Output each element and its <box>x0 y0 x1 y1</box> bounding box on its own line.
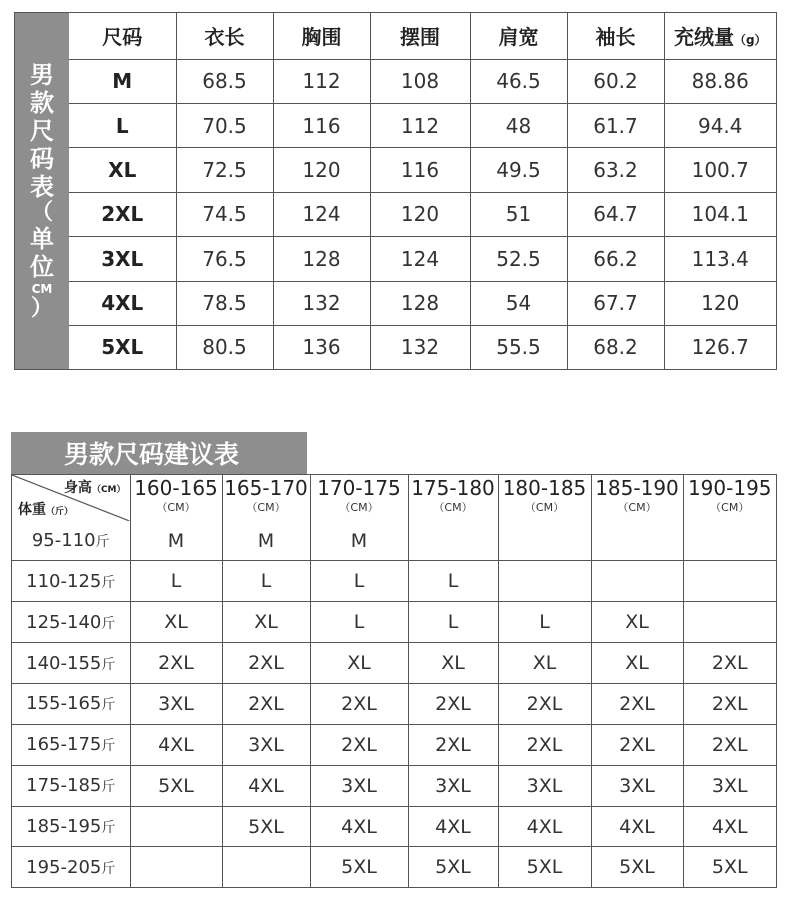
weight-range: 165-175 <box>26 734 102 756</box>
recommended-size-cell <box>683 521 776 561</box>
weight-range: 125-140 <box>26 611 102 633</box>
recommended-size-cell: 3XL <box>310 765 408 806</box>
recommended-size-cell: 3XL <box>222 724 310 765</box>
recommended-size-cell: 2XL <box>222 643 310 684</box>
weight-range-cell <box>12 684 130 725</box>
weight-range: 195-205 <box>26 856 102 878</box>
weight-range-cell <box>12 724 130 765</box>
recommended-size-cell <box>591 521 683 561</box>
weight-unit: 斤 <box>101 697 116 714</box>
weight-unit: 斤 <box>101 738 116 755</box>
recommended-size-cell: M <box>222 521 310 561</box>
side-label-text <box>30 61 54 321</box>
measurement-cell: 100.7 <box>664 148 776 192</box>
recommended-size-cell: 5XL <box>591 847 683 887</box>
size-chart-grid <box>69 13 776 369</box>
measurement-cell: 66.2 <box>567 237 664 281</box>
size-cell: 4XL <box>69 281 176 325</box>
recommended-size-cell <box>498 521 591 561</box>
recommendation-header-row <box>12 475 776 521</box>
recommended-size-cell: 2XL <box>222 684 310 725</box>
height-range: 190-195 <box>687 476 772 500</box>
recommended-size-cell: XL <box>591 602 683 643</box>
column-header: 摆围 <box>370 13 470 59</box>
weight-unit: 斤 <box>101 615 116 632</box>
size-chart-table <box>14 12 777 370</box>
weight-range: 95-110 <box>31 530 96 552</box>
size-cell: 5XL <box>69 325 176 369</box>
table-row <box>69 325 776 369</box>
recommended-size-cell: L <box>310 602 408 643</box>
measurement-cell: 78.5 <box>176 281 273 325</box>
measurement-cell: 124 <box>273 192 370 236</box>
height-range-header <box>408 475 498 521</box>
recommended-size-cell <box>591 561 683 602</box>
recommended-size-cell: L <box>408 561 498 602</box>
recommended-size-cell <box>683 602 776 643</box>
table-row <box>69 59 776 103</box>
size-cell: M <box>69 59 176 103</box>
recommended-size-cell: 2XL <box>408 724 498 765</box>
table-row <box>12 806 776 847</box>
weight-range: 185-195 <box>26 816 102 838</box>
recommended-size-cell: 4XL <box>683 806 776 847</box>
measurement-cell: 68.5 <box>176 59 273 103</box>
recommended-size-cell: 3XL <box>408 765 498 806</box>
measurement-cell: 67.7 <box>567 281 664 325</box>
height-range-header <box>310 475 408 521</box>
height-range: 165-170 <box>224 476 308 500</box>
height-unit: （CM） <box>339 501 379 514</box>
table-row <box>12 561 776 602</box>
weight-unit: 斤 <box>101 656 116 673</box>
size-chart-side-label <box>15 13 69 369</box>
recommended-size-cell: 2XL <box>498 684 591 725</box>
recommended-size-cell: XL <box>222 602 310 643</box>
height-range-header <box>591 475 683 521</box>
down-fill-unit: （g） <box>733 33 767 48</box>
side-paren-open: （ <box>30 200 53 225</box>
height-range-header <box>498 475 591 521</box>
measurement-cell: 61.7 <box>567 103 664 147</box>
recommended-size-cell: 5XL <box>222 806 310 847</box>
size-cell: L <box>69 103 176 147</box>
recommended-size-cell: 5XL <box>408 847 498 887</box>
weight-unit: 斤 <box>101 779 116 796</box>
measurement-cell: 55.5 <box>470 325 567 369</box>
table-row <box>69 237 776 281</box>
recommended-size-cell: 5XL <box>683 847 776 887</box>
measurement-cell: 136 <box>273 325 370 369</box>
height-unit: （CM） <box>710 501 750 514</box>
weight-range-cell <box>12 847 130 887</box>
height-range-header <box>130 475 222 521</box>
recommended-size-cell: L <box>498 602 591 643</box>
weight-range: 110-125 <box>26 570 102 592</box>
table-row <box>12 521 776 561</box>
height-unit: （CM） <box>524 501 565 514</box>
measurement-cell: 74.5 <box>176 192 273 236</box>
measurement-cell: 126.7 <box>664 325 776 369</box>
size-cell: XL <box>69 148 176 192</box>
measurement-cell: 120 <box>370 192 470 236</box>
height-range: 175-180 <box>411 476 495 500</box>
size-cell: 2XL <box>69 192 176 236</box>
height-unit: （CM） <box>617 501 657 514</box>
weight-axis-label: 体重（斤） <box>18 502 74 518</box>
measurement-cell: 80.5 <box>176 325 273 369</box>
weight-range-cell <box>12 521 130 561</box>
recommended-size-cell: 2XL <box>310 684 408 725</box>
recommended-size-cell: 3XL <box>683 765 776 806</box>
size-chart-header-row <box>69 13 776 59</box>
recommended-size-cell: L <box>222 561 310 602</box>
weight-range-cell <box>12 602 130 643</box>
weight-range: 175-185 <box>26 775 102 797</box>
measurement-cell: 104.1 <box>664 192 776 236</box>
recommended-size-cell <box>498 561 591 602</box>
measurement-cell: 68.2 <box>567 325 664 369</box>
side-label-char: 码 <box>30 145 54 173</box>
measurement-cell: 94.4 <box>664 103 776 147</box>
column-header: 袖长 <box>567 13 664 59</box>
recommended-size-cell: M <box>310 521 408 561</box>
recommended-size-cell: 5XL <box>498 847 591 887</box>
recommended-size-cell: 2XL <box>683 643 776 684</box>
measurement-cell: 128 <box>273 237 370 281</box>
table-row <box>69 281 776 325</box>
recommended-size-cell: 4XL <box>222 765 310 806</box>
recommended-size-cell: 4XL <box>591 806 683 847</box>
recommended-size-cell: XL <box>498 643 591 684</box>
recommended-size-cell <box>683 561 776 602</box>
table-row <box>12 765 776 806</box>
recommended-size-cell: XL <box>130 602 222 643</box>
recommended-size-cell: 4XL <box>310 806 408 847</box>
height-range: 180-185 <box>502 476 587 500</box>
weight-range-cell <box>12 806 130 847</box>
column-header: 肩宽 <box>470 13 567 59</box>
table-row <box>12 847 776 887</box>
recommended-size-cell: 2XL <box>498 724 591 765</box>
side-unit-char: 单 <box>30 225 54 253</box>
height-range: 160-165 <box>134 476 218 500</box>
recommended-size-cell: 2XL <box>130 643 222 684</box>
recommended-size-cell: 2XL <box>683 684 776 725</box>
recommended-size-cell: 2XL <box>591 724 683 765</box>
measurement-cell: 64.7 <box>567 192 664 236</box>
recommended-size-cell: 3XL <box>130 684 222 725</box>
measurement-cell: 60.2 <box>567 59 664 103</box>
weight-range-cell <box>12 561 130 602</box>
measurement-cell: 48 <box>470 103 567 147</box>
height-unit: （CM） <box>156 501 196 514</box>
height-unit: （CM） <box>246 501 286 514</box>
side-label-char: 男 <box>30 61 54 89</box>
corner-header-cell <box>12 475 130 521</box>
measurement-cell: 124 <box>370 237 470 281</box>
measurement-cell: 46.5 <box>470 59 567 103</box>
recommended-size-cell: 4XL <box>498 806 591 847</box>
measurement-cell: 112 <box>370 103 470 147</box>
recommended-size-cell: XL <box>310 643 408 684</box>
table-row <box>69 148 776 192</box>
recommended-size-cell: XL <box>408 643 498 684</box>
recommended-size-cell: 5XL <box>130 765 222 806</box>
recommended-size-cell <box>222 847 310 887</box>
table-row <box>69 103 776 147</box>
weight-range: 140-155 <box>26 652 102 674</box>
measurement-cell: 128 <box>370 281 470 325</box>
recommended-size-cell: 2XL <box>683 724 776 765</box>
side-paren-close: ） <box>30 296 53 321</box>
recommended-size-cell: 4XL <box>408 806 498 847</box>
side-label-char: 表 <box>30 173 54 201</box>
measurement-cell: 132 <box>273 281 370 325</box>
height-range: 170-175 <box>317 476 401 500</box>
measurement-cell: 132 <box>370 325 470 369</box>
recommended-size-cell: 2XL <box>310 724 408 765</box>
measurement-cell: 116 <box>370 148 470 192</box>
height-range: 185-190 <box>595 476 679 500</box>
measurement-cell: 108 <box>370 59 470 103</box>
recommended-size-cell <box>130 847 222 887</box>
side-unit-char: 位 <box>30 253 54 281</box>
recommended-size-cell: 3XL <box>498 765 591 806</box>
side-unit-latin: CM <box>31 282 53 296</box>
height-unit: （CM） <box>433 501 473 514</box>
measurement-cell: 49.5 <box>470 148 567 192</box>
measurement-cell: 113.4 <box>664 237 776 281</box>
measurement-cell: 52.5 <box>470 237 567 281</box>
measurement-cell: 76.5 <box>176 237 273 281</box>
recommended-size-cell: L <box>310 561 408 602</box>
measurement-cell: 54 <box>470 281 567 325</box>
measurement-cell: 116 <box>273 103 370 147</box>
table-row <box>12 643 776 684</box>
column-header: 尺码 <box>69 13 176 59</box>
measurement-cell: 120 <box>664 281 776 325</box>
weight-unit: 斤 <box>101 574 116 591</box>
measurement-cell: 72.5 <box>176 148 273 192</box>
down-fill-label: 充绒量 <box>673 25 734 50</box>
recommendation-title: 男款尺码建议表 <box>11 432 307 474</box>
column-header: 衣长 <box>176 13 273 59</box>
measurement-cell: 120 <box>273 148 370 192</box>
recommended-size-cell: XL <box>591 643 683 684</box>
measurement-cell: 51 <box>470 192 567 236</box>
measurement-cell: 70.5 <box>176 103 273 147</box>
recommended-size-cell <box>408 521 498 561</box>
table-row <box>12 602 776 643</box>
table-row <box>12 684 776 725</box>
weight-unit: 斤 <box>101 820 116 837</box>
recommended-size-cell: L <box>408 602 498 643</box>
table-row <box>12 724 776 765</box>
height-range-header <box>222 475 310 521</box>
side-label-char: 款 <box>30 89 54 117</box>
recommendation-table <box>11 474 777 888</box>
recommended-size-cell: 3XL <box>591 765 683 806</box>
side-label-char: 尺 <box>30 117 54 145</box>
recommended-size-cell: 4XL <box>130 724 222 765</box>
table-row <box>69 192 776 236</box>
weight-unit: 斤 <box>95 534 110 551</box>
weight-range-cell <box>12 765 130 806</box>
measurement-cell: 63.2 <box>567 148 664 192</box>
height-axis-label: 身高（CM） <box>63 480 126 496</box>
column-header-down-fill <box>664 13 776 59</box>
weight-range-cell <box>12 643 130 684</box>
weight-range: 155-165 <box>26 693 102 715</box>
size-cell: 3XL <box>69 237 176 281</box>
recommended-size-cell: 5XL <box>310 847 408 887</box>
recommended-size-cell: 2XL <box>408 684 498 725</box>
column-header: 胸围 <box>273 13 370 59</box>
weight-unit: 斤 <box>101 860 116 877</box>
recommended-size-cell: 2XL <box>591 684 683 725</box>
recommended-size-cell <box>130 806 222 847</box>
height-range-header <box>683 475 776 521</box>
measurement-cell: 88.86 <box>664 59 776 103</box>
recommended-size-cell: M <box>130 521 222 561</box>
recommended-size-cell: L <box>130 561 222 602</box>
measurement-cell: 112 <box>273 59 370 103</box>
